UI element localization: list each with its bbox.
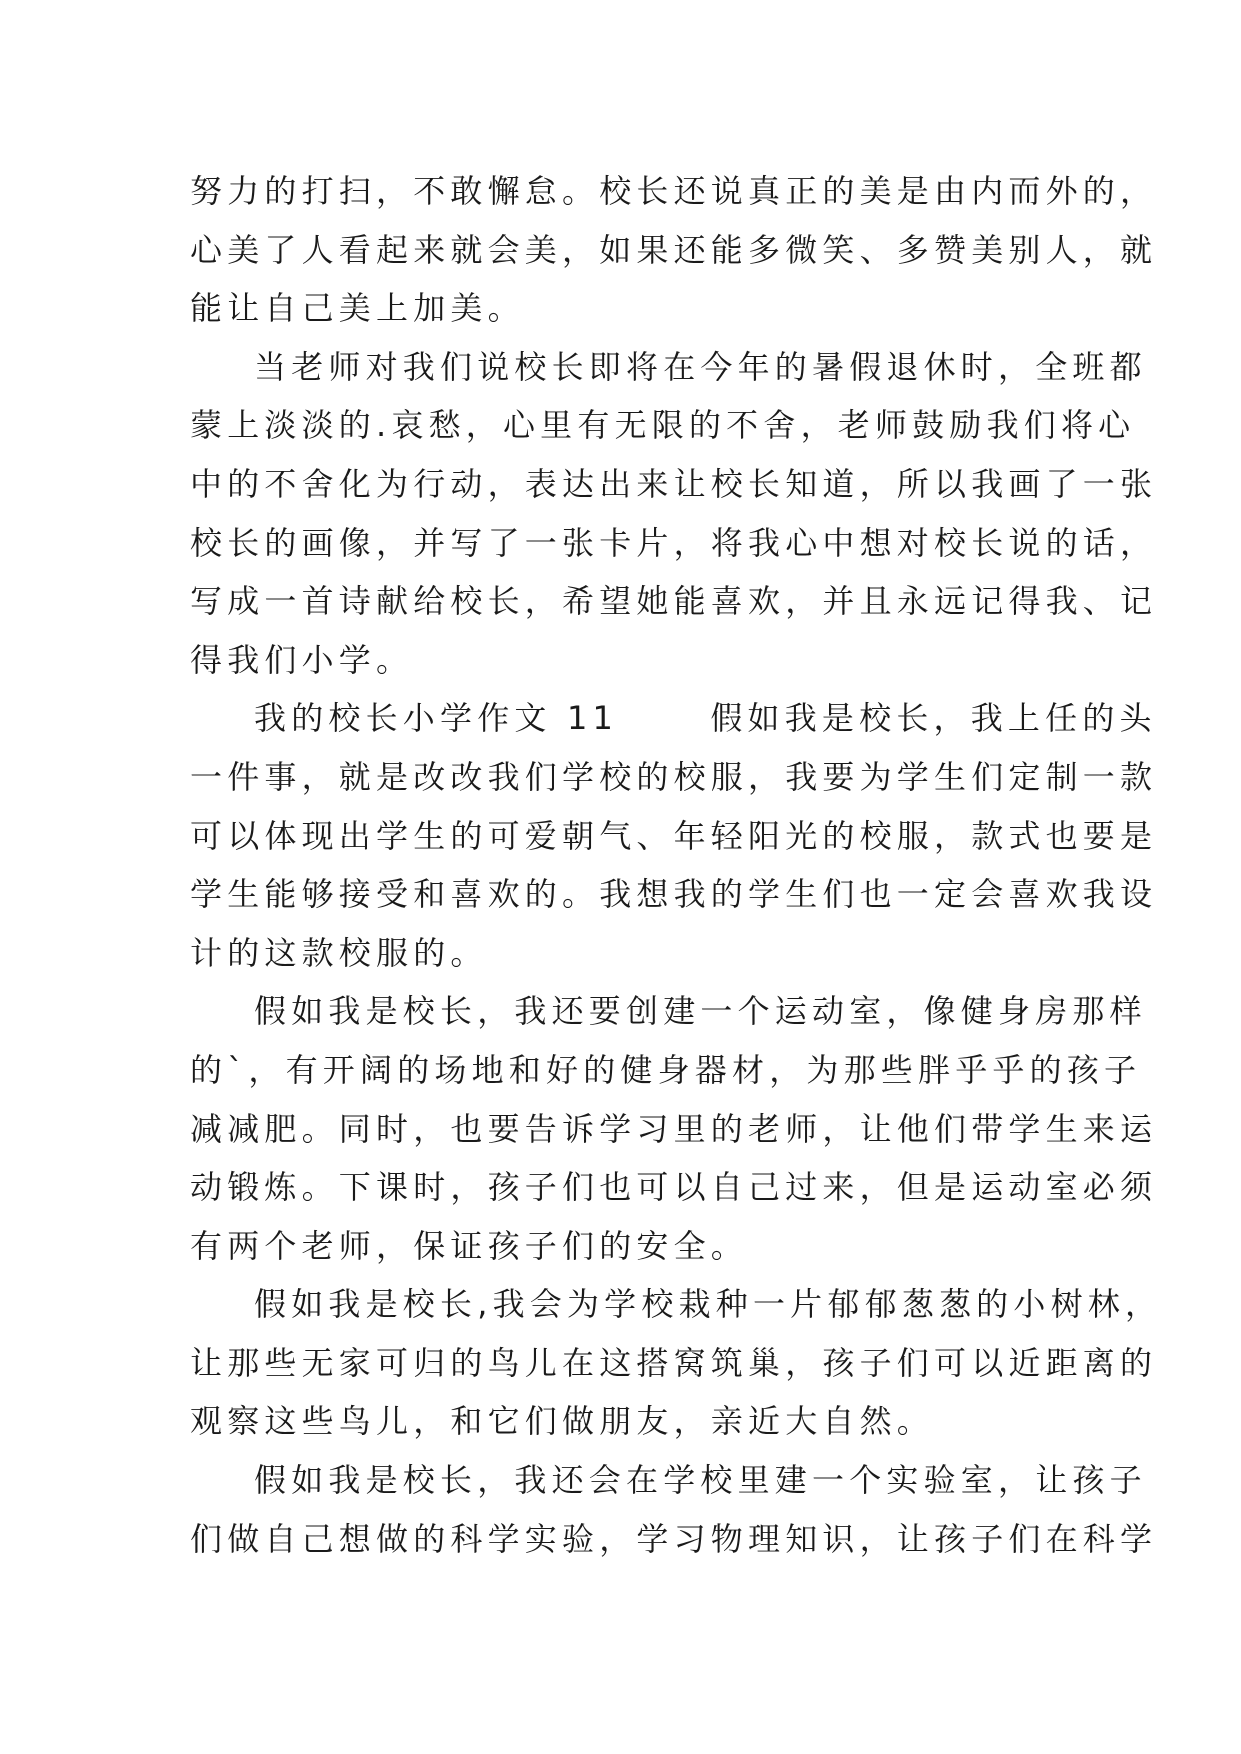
paragraph-first-line: 我的校长小学作文 11 假如我是校长，我上任的头 <box>254 699 1157 738</box>
text-line: 学生能够接受和喜欢的。我想我的学生们也一定会喜欢我设 <box>190 875 1158 914</box>
text-line: 减减肥。同时，也要告诉学习里的老师，让他们带学生来运 <box>190 1109 1158 1148</box>
text-line: 的`，有开阔的场地和好的健身器材，为那些胖乎乎的孩子 <box>190 1050 1142 1089</box>
text-line: 能让自己美上加美。 <box>190 289 525 328</box>
text-line: 计的这款校服的。 <box>190 933 488 972</box>
text-line: 写成一首诗献给校长，希望她能喜欢，并且永远记得我、记 <box>190 582 1158 621</box>
paragraph-first-line: 假如我是校长，我还会在学校里建一个实验室，让孩子 <box>254 1461 1147 1500</box>
text-line: 得我们小学。 <box>190 640 414 679</box>
text-line: 中的不舍化为行动，表达出来让校长知道，所以我画了一张 <box>190 464 1158 503</box>
text-line: 努力的打扫，不敢懈怠。校长还说真正的美是由内而外的， <box>190 172 1158 210</box>
text-line: 让那些无家可归的鸟儿在这搭窝筑巢，孩子们可以近距离的 <box>190 1343 1158 1382</box>
text-line: 校长的画像，并写了一张卡片，将我心中想对校长说的话， <box>190 523 1158 562</box>
text-line: 一件事，就是改改我们学校的校服，我要为学生们定制一款 <box>190 757 1158 796</box>
paragraph-first-line: 假如我是校长，我还要创建一个运动室，像健身房那样 <box>254 992 1147 1031</box>
text-line: 蒙上淡淡的.哀愁，心里有无限的不舍，老师鼓励我们将心 <box>190 406 1136 445</box>
paragraph-first-line: 当老师对我们说校长即将在今年的暑假退休时，全班都 <box>254 347 1147 386</box>
text-line: 观察这些鸟儿，和它们做朋友，亲近大自然。 <box>190 1402 935 1441</box>
paragraph-first-line: 假如我是校长,我会为学校栽种一片郁郁葱葱的小树林， <box>254 1285 1163 1324</box>
text-line: 心美了人看起来就会美，如果还能多微笑、多赞美别人，就 <box>190 230 1158 269</box>
text-line: 们做自己想做的科学实验，学习物理知识，让孩子们在科学 <box>190 1519 1158 1558</box>
text-line: 动锻炼。下课时，孩子们也可以自己过来，但是运动室必须 <box>190 1168 1158 1207</box>
text-line: 有两个老师，保证孩子们的安全。 <box>190 1226 749 1265</box>
text-line: 可以体现出学生的可爱朝气、年轻阳光的校服，款式也要是 <box>190 816 1158 855</box>
document-body <box>190 162 1163 1568</box>
